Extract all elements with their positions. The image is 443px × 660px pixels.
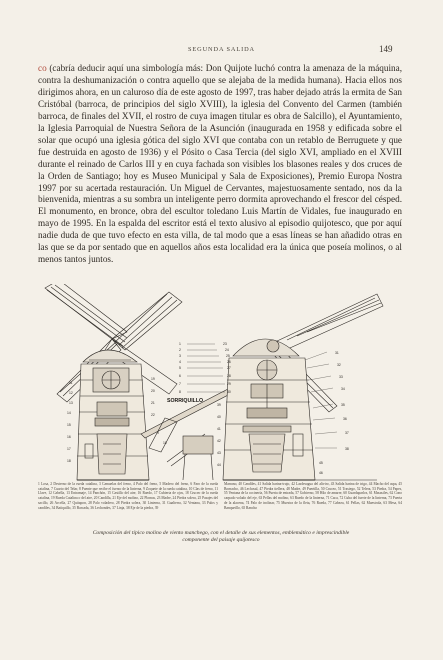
callout-40: 40 [217, 415, 221, 419]
callout-37: 37 [345, 431, 349, 435]
callout-39: 39 [217, 403, 221, 407]
windmill-drawing [37, 284, 407, 484]
callout-45: 45 [319, 461, 323, 465]
page-number: 149 [379, 44, 393, 54]
callout-42: 42 [217, 439, 221, 443]
callout-8: 8 [179, 390, 181, 394]
callout-28: 28 [227, 374, 231, 378]
lead-word: co [38, 63, 47, 73]
callout-9: 9 [157, 431, 159, 435]
callout-13: 13 [69, 401, 73, 405]
callout-27: 27 [227, 366, 231, 370]
callout-12: 12 [69, 391, 73, 395]
callout-38: 38 [345, 447, 349, 451]
body-paragraph-text: (cabría deducir aquí una simbología más: Don Quijote luchó contra la amenaza de la máquina, contra la deshumanización o contra aquello que se alejaba de la medida humana). Hacia ellos nos dirigimos ahora, en un caluroso día de este agosto de 1997, tras haber dejado atrás la ermita de San Cristóbal (barroca, de principios del siglo XVIII), la iglesia del Convento del Carmen (también barroca, de finales del XVII, el rostro de cuya imagen titular es obra de Salcillo), el Ayuntamiento, la Iglesia Parroquial de Nuestra Señora de la Asunción (inaugurada en 1958 y edificada sobre el solar que ocupó una iglesia gótica del siglo XVI que contaba con un retablo de Berruguete y que fue destruida en agosto de 1936) y el Pósito o Casa Tercia (del siglo XVI, ampliado en el XVIII durante el reinado de Carlos III y en cuya fachada son visibles los blasones reales y dos cruces de la Orden de Santiago; hoy es Museo Municipal y Sala de Exposiciones), Premio Europa Nostra 1997 por su acertada restauración. Un Miguel de Cervantes, majestuosamente sentado, nos da la bienvenida, mientras a su sombra un inteligente perro dormita aprovechando el frescor del césped. El monumento, en bronce, obra del escultor toledano Luis Martín de Vidales, fue inaugurado en mayo de 1995. En la espalda del escritor está el texto alusivo al episodio quijotesco, que por aquí nadie duda de que tuvo efecto en esta villa, de tal modo que a esas líneas se han añadido otras en las que se da por sentado que en aquellos años esta localidad era la única que poseía molinos, o al menos tantos juntos. [38, 63, 402, 265]
callout-17: 17 [67, 447, 71, 451]
callout-1: 1 [179, 342, 181, 346]
callout-44: 44 [217, 463, 221, 467]
sorriquillo-label: SORRIQUILLO [167, 398, 204, 404]
callout-6: 6 [179, 374, 181, 378]
callout-29: 29 [227, 382, 231, 386]
callout-46: 46 [319, 471, 323, 475]
legend-left: 1 Losa, 2 Desterno de la rueda catalina, 3 Camuelas del freno, 4 Palo del freno, 5 Madero del freno, 6 Faro de la rueda catalina, 7 Cuarto del Telar, 8 Puente que recibe el fuerzo de la linterna, 9 Zoquete de la rueda catalina, 10 Clas de freno, 11 Llave, 12 Cabella, 13 Entramaje, 14 Panchón, 15 Castillo del aire, 16 Ruedo, 17 Cubierta de ojos, 18 Cruceo de la rueda catalina, 19 Rueda Catalina o del aire, 20 Candilla, 21 Eje del molino, 22 Plomas, 23 Madre, 24 Piedra solera, 25 Pasajes del sacillo, 26 Arcella, 27 Quitapon, 28 Palo voladero, 28 Piedra solera, 30 Linterna, 31 Gualterra, 32 Ventana, 33 Palos y candiles, 34 Batiquillo, 35 Barcada, 36 Lechondes, 37 Linja, 38 Eje de la piedra, 39 [38, 482, 218, 510]
callout-4: 4 [179, 360, 181, 364]
figure-caption: Composición del típico molino de viento manchego, con el detalle de sus elementos, emblemático e imprescindible componente del paisaje quijotesco [92, 530, 350, 544]
callout-16: 16 [67, 435, 71, 439]
right-windmill [223, 294, 383, 480]
callout-33: 33 [339, 375, 343, 379]
callout-20: 20 [151, 389, 155, 393]
callout-35: 35 [341, 403, 345, 407]
callout-7: 7 [179, 382, 181, 386]
callout-24: 24 [225, 348, 229, 352]
callout-23: 23 [223, 342, 227, 346]
callout-5: 5 [179, 366, 181, 370]
body-paragraph [38, 63, 402, 266]
callout-10: 10 [163, 441, 167, 445]
callout-31: 31 [335, 351, 339, 355]
callout-30: 30 [227, 390, 231, 394]
callout-15: 15 [67, 423, 71, 427]
callout-36: 36 [343, 417, 347, 421]
callout-19: 19 [151, 377, 155, 381]
callout-11: 11 [69, 381, 73, 385]
callout-25: 25 [226, 354, 230, 358]
callout-2: 2 [179, 348, 181, 352]
callout-18: 18 [67, 459, 71, 463]
callout-3: 3 [179, 354, 181, 358]
callout-32: 32 [337, 363, 341, 367]
callout-21: 21 [151, 401, 155, 405]
windmill-illustration [37, 284, 407, 484]
legend-right: Marrano, 40 Candiles, 41 Salida harina-trujo, 42 Lasdesagua del aliviro, 43 Salida harina de trigo, 44 Macho del aspa, 45 Bornacho, 46 Lechosal, 47 Piedra tiellera, 48 Madre, 49 Puertilla, 50 Cruceo, 51 Trasiego, 52 Telera, 53 Piedra, 54 Papes, 55 Ventana de la cocinería, 56 Puerta de entrada, 57 Gobierno, 58 Hilo de amarre, 60 Guardaparlos, 61 Masasiles, 62 Cono carpado volado del eje, 63 Pellas del molino, 63 Ruedo de la linterna, 71 Caca, 72 Cuba del fuerte de la linterna, 73 Puerta de la alacena, 74 Palo de inclinar, 75 Muestra de la fleta, 76 Rueda, 77 Cabeza, 61 Pellas, 62 Muestrola, 63 Mesa, 64 Banqueillo, 65 Rancho [224, 482, 402, 510]
callout-14: 14 [67, 411, 71, 415]
running-head: SEGUNDA SALIDA [188, 46, 255, 53]
callout-41: 41 [217, 427, 221, 431]
callout-26: 26 [227, 360, 231, 364]
callout-22: 22 [151, 413, 155, 417]
callout-43: 43 [217, 451, 221, 455]
callout-34: 34 [341, 387, 345, 391]
